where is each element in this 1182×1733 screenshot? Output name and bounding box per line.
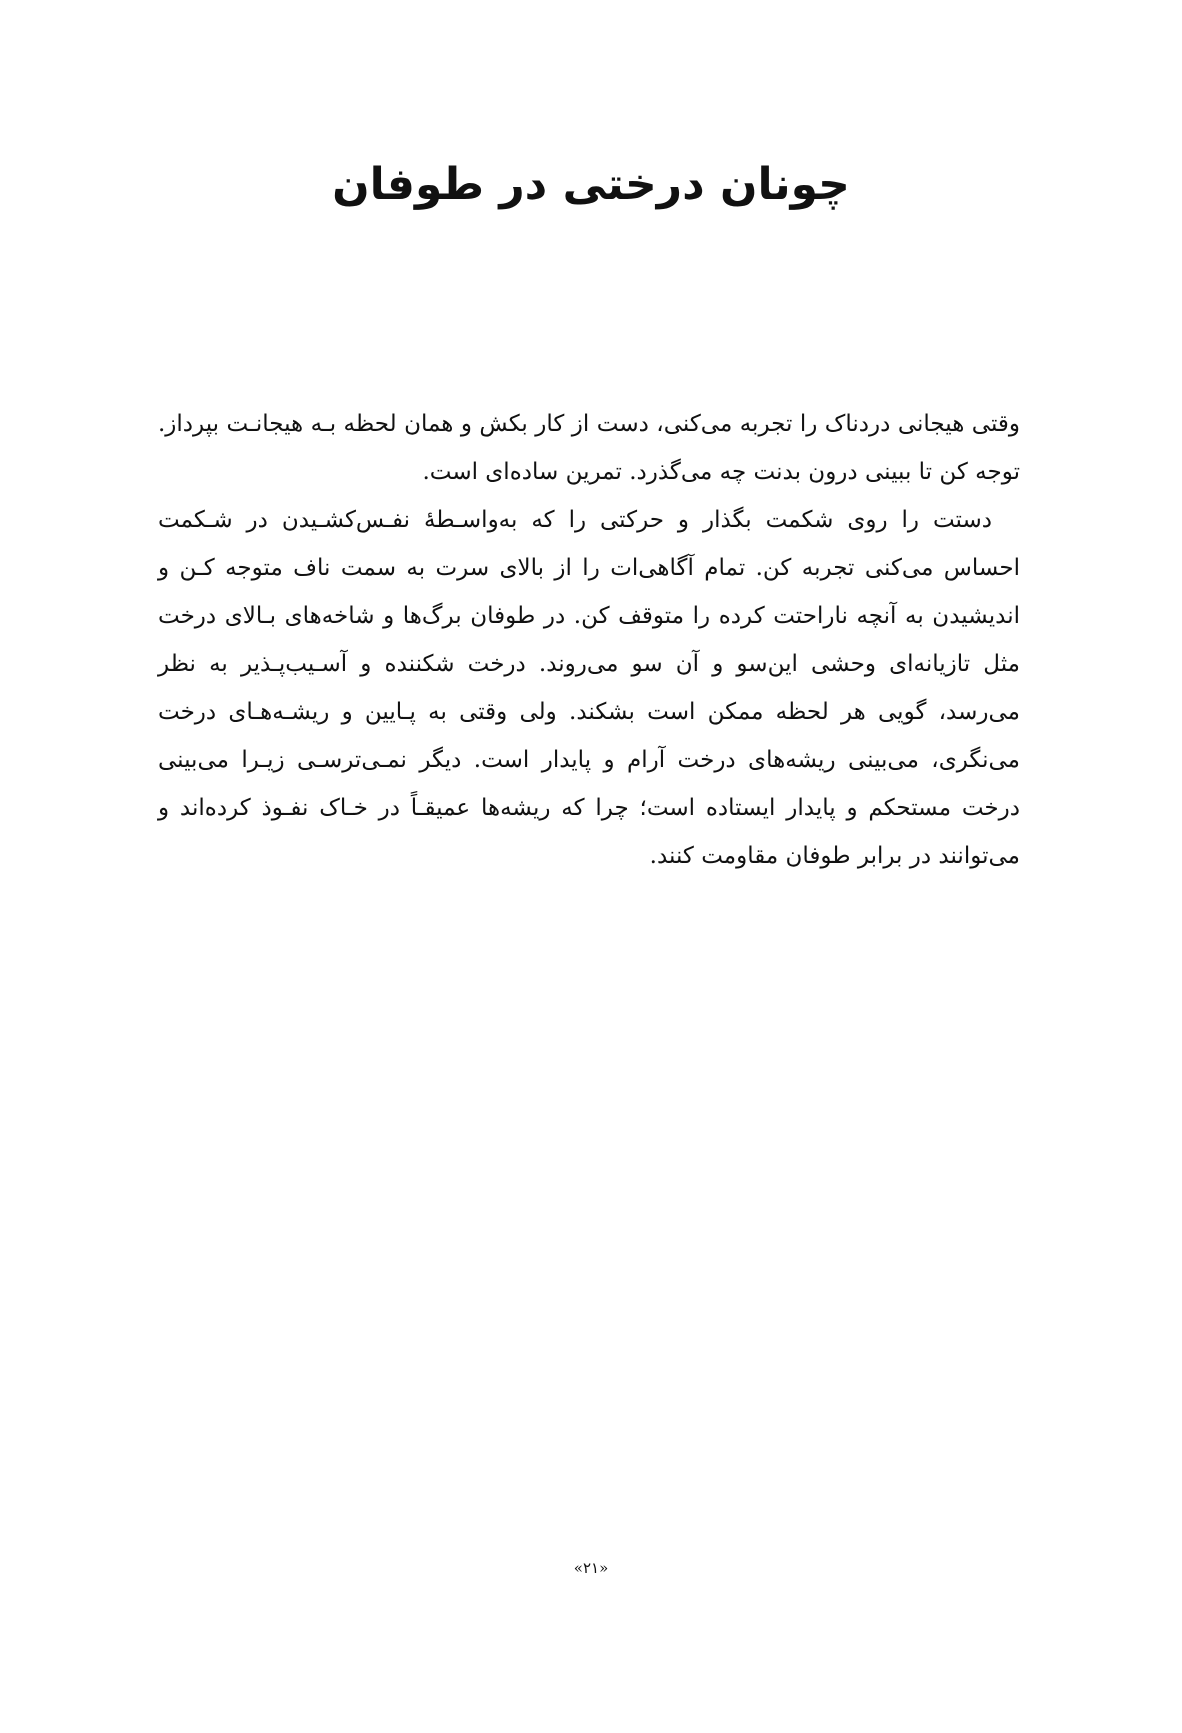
- paragraph-1: وقتی هیجانی دردناک را تجربه می‌کنی، دست از کار بکش و همان لحظه بـه هیجانـت بپرداز. توجه کن تا ببینی درون بدنت چه می‌گذرد. تمرین ساده‌ای است.: [158, 411, 1020, 485]
- page-title: چونان درختی در طوفان: [332, 159, 850, 210]
- paragraph-2: دستت را روی شکمت بگذار و حرکتی را که به‌واسـطهٔ نفـس‌کشـیدن در شـکمت احساس می‌کنی تجربه کن. تمام آگاهی‌ات را از بالای سرت به سمت ناف متوجه کـن و اندیشیدن به آنچه ناراحتت کرده را متوقف کن. در طوفان برگ‌ها و شاخه‌های بـالای درخت مثل تازیانه‌ای وحشی این‌سو و آن سو می‌روند. درخت شکننده و آسـیب‌پـذیر به نظر می‌رسد، گویی هر لحظه ممکن است بشکند. ولی وقتی به پـایین و ریشـه‌هـای درخت می‌نگری، می‌بینی ریشه‌های درخت آرام و پایدار است. دیگر نمـی‌ترسـی زیـرا می‌بینی درخت مستحکم و پایدار ایستاده است؛ چرا که ریشه‌ها عمیقـاً در خـاک نفـوذ کرده‌اند و می‌توانند در برابر طوفان مقاومت کنند.: [158, 507, 1020, 869]
- page-number: «۲۱»: [573, 1559, 609, 1577]
- body-text: [158, 400, 1020, 880]
